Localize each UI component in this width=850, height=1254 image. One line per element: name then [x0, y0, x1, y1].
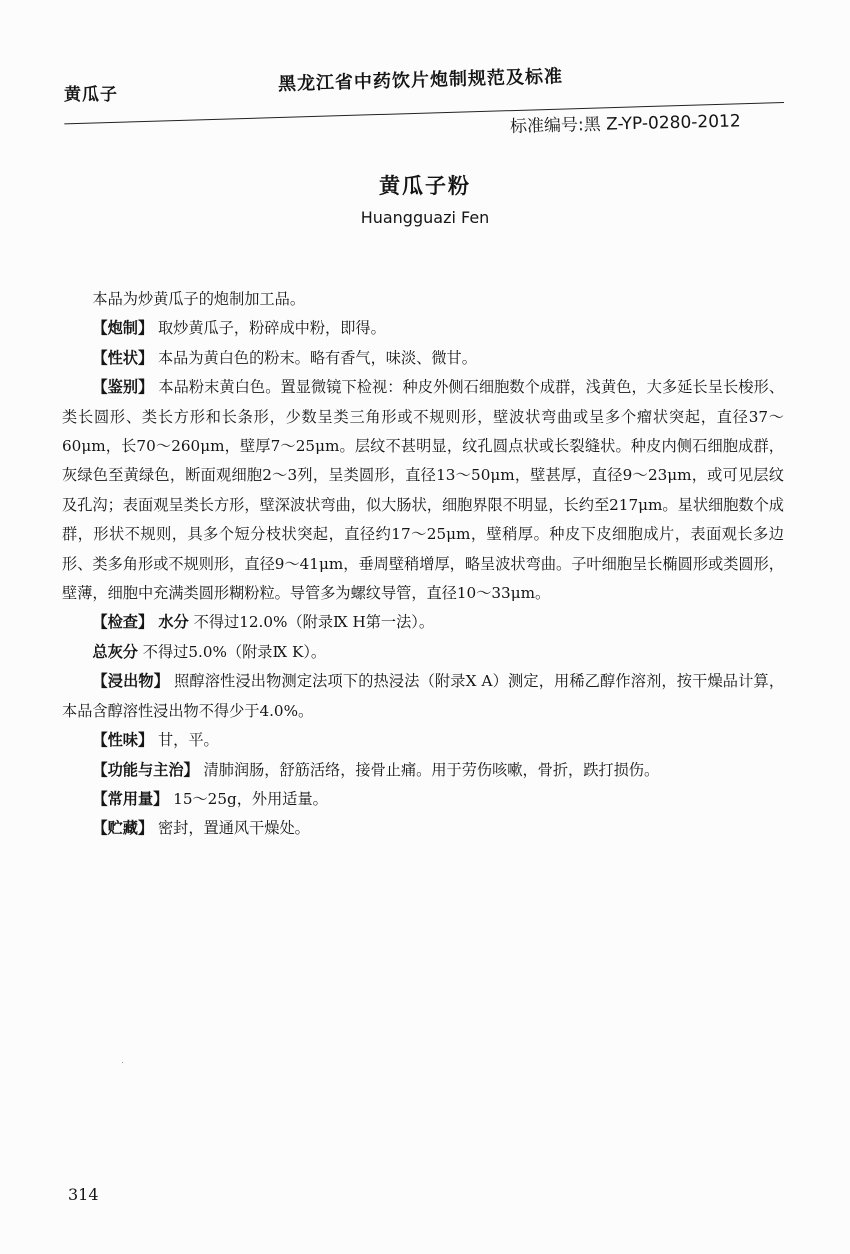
section-identification: [62, 373, 784, 608]
section-label: 【浸出物】: [92, 672, 170, 691]
intro-paragraph: 本品为炒黄瓜子的炮制加工品。: [92, 290, 306, 308]
section-label: 【功能与主治】: [92, 760, 199, 779]
section-label: 总灰分: [92, 642, 138, 661]
section-item: 水分: [153, 613, 189, 632]
section-text: 照醇溶性浸出物测定法项下的热浸法（附录Ⅹ A）测定，用稀乙醇作溶剂，按干燥品计算，本品含醇溶性浸出物不得少于4.0%。: [62, 672, 785, 720]
section-character: [62, 344, 784, 373]
standard-number: 标准编号:黑 Z-YP-0280-2012: [509, 111, 741, 137]
section-dosage: [62, 785, 784, 814]
section-total-ash: [62, 638, 784, 667]
section-label: 【性味】: [92, 731, 154, 750]
scan-speck: [122, 1062, 123, 1063]
section-processing: [62, 314, 784, 343]
section-label: 【检查】: [92, 613, 154, 632]
running-header-title: 黑龙江省中药饮片炮制规范及标准: [277, 66, 564, 95]
section-storage: [62, 814, 784, 843]
section-text: 不得过12.0%（附录Ⅸ H第一法）。: [188, 613, 435, 632]
monograph-body: [62, 285, 784, 844]
section-text: 甘，平。: [153, 731, 219, 750]
section-text: 不得过5.0%（附录Ⅸ K）。: [137, 642, 327, 661]
section-text: 15～25g，外用适量。: [168, 789, 328, 808]
section-function: [62, 756, 784, 785]
section-text: 密封，置通风干燥处。: [153, 819, 310, 838]
section-label: 【常用量】: [92, 789, 169, 808]
section-label: 【贮藏】: [92, 819, 154, 838]
page-number: 314: [68, 1185, 99, 1204]
running-header-left: 黄瓜子: [64, 85, 118, 105]
section-nature: [62, 726, 784, 755]
section-extract: [62, 667, 784, 726]
section-inspection: [62, 608, 784, 637]
page-title: 黄瓜子粉: [379, 174, 471, 198]
section-text: 取炒黄瓜子，粉碎成中粉，即得。: [153, 319, 386, 338]
section-label: 【性状】: [92, 348, 154, 367]
page-subtitle: Huangguazi Fen: [360, 208, 490, 227]
section-label: 【鉴别】: [92, 378, 154, 397]
section-label: 【炮制】: [92, 319, 154, 338]
section-text: 本品粉末黄白色。置显微镜下检视：种皮外侧石细胞数个成群，浅黄色，大多延长呈长梭形、类长圆形、类长方形和长条形，少数呈类三角形或不规则形，壁波状弯曲或呈多个瘤状突起，直径37～60μm，长70～260μm，壁厚7～25μm。层纹不甚明显，纹孔圆点状或长裂缝状。种皮内侧石细胞成群，灰绿色至黄绿色，断面观细胞2～3列，呈类圆形，直径13～50μm，壁甚厚，直径9～23μm，或可见层纹及孔沟；表面观呈类长方形，壁深波状弯曲，似大肠状，细胞界限不明显，长约至217μm。星状细胞数个成群，形状不规则，具多个短分枝状突起，直径约17～25μm，壁稍厚。种皮下皮细胞成片，表面观长多边形、类多角形或不规则形，直径9～41μm，垂周壁稍增厚，略呈波状弯曲。子叶细胞呈长椭圆形或类圆形，壁薄，细胞中充满类圆形糊粉粒。导管多为螺纹导管，直径10～33μm。: [62, 378, 785, 603]
section-text: 本品为黄白色的粉末。略有香气，味淡、微甘。: [153, 348, 477, 367]
section-text: 清肺润肠，舒筋活络，接骨止痛。用于劳伤咳嗽，骨折，跌打损伤。: [198, 760, 660, 779]
